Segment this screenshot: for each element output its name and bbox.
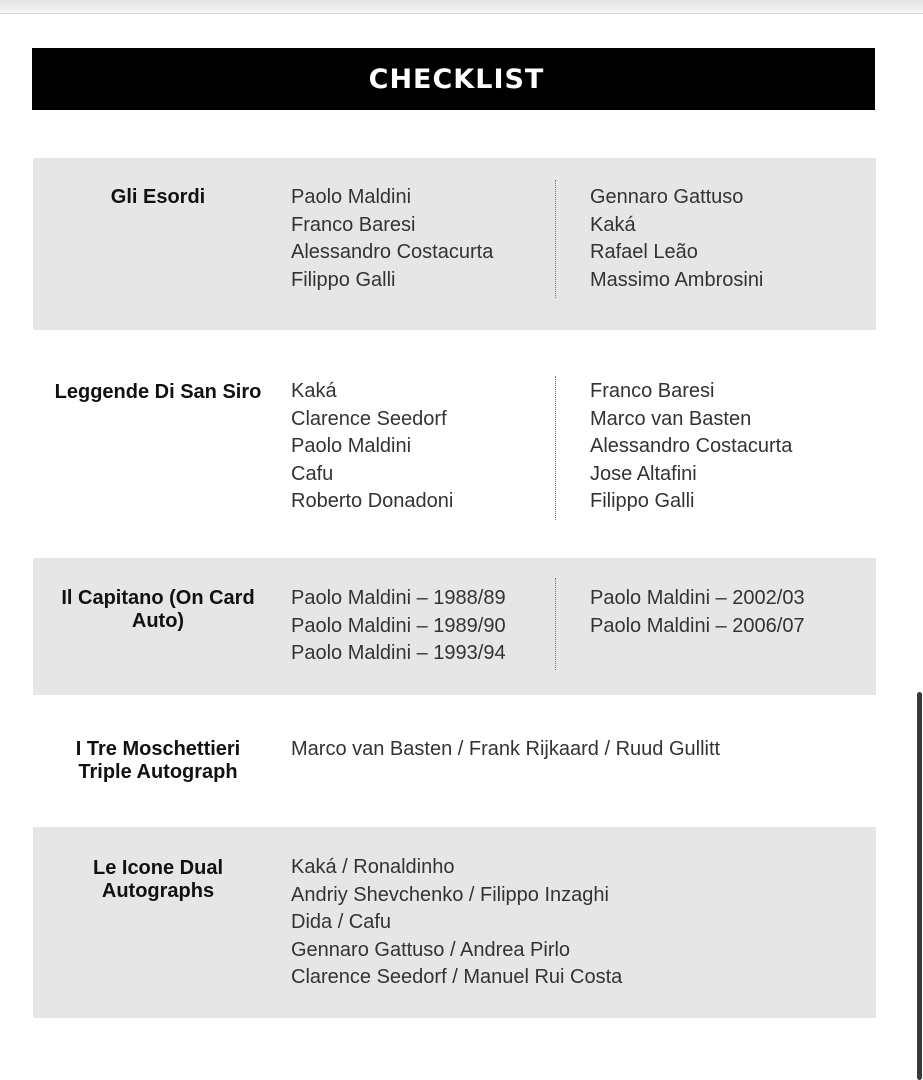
list-item: Paolo Maldini	[291, 186, 412, 208]
top-bar	[0, 0, 923, 14]
section-label: Il Capitano (On Card Auto)	[61, 587, 255, 632]
list-item: Paolo Maldini – 1988/89	[291, 587, 506, 609]
list-item: Franco Baresi	[590, 380, 715, 402]
section-le-icone	[33, 827, 876, 1018]
list-item: Roberto Donadoni	[291, 490, 454, 512]
autograph-list	[291, 736, 720, 764]
section-il-capitano	[33, 558, 876, 695]
list-item: Alessandro Costacurta	[291, 241, 494, 263]
scrollbar[interactable]	[917, 692, 922, 1080]
list-item: Dida / Cafu	[291, 911, 392, 933]
list-item: Marco van Basten	[590, 407, 752, 430]
list-item: Kaká	[590, 213, 636, 236]
autograph-list-right	[590, 585, 805, 640]
player-list-right	[590, 184, 763, 294]
section-leggende-di-san-siro	[33, 364, 876, 534]
checklist-header	[32, 48, 875, 110]
list-item: Clarence Seedorf / Manuel Rui Costa	[291, 966, 623, 988]
section-label: Le Icone Dual Autographs	[92, 857, 224, 902]
autograph-list-left	[291, 585, 506, 668]
list-item: Alessandro Costacurta	[590, 435, 793, 457]
list-item: Paolo Maldini – 2006/07	[590, 614, 805, 637]
list-item: Gennaro Gattuso / Andrea Pirlo	[291, 938, 571, 961]
list-item: Andriy Shevchenko / Filippo Inzaghi	[291, 883, 609, 906]
list-item: Franco Baresi	[291, 213, 416, 236]
list-item: Clarence Seedorf	[291, 407, 447, 430]
list-item: Marco van Basten / Frank Rijkaard / Ruud Gullitt	[291, 738, 721, 760]
section-label: Gli Esordi	[110, 186, 206, 208]
page-title: CHECKLIST	[368, 63, 545, 95]
column-divider	[555, 578, 556, 670]
list-item: Paolo Maldini	[291, 435, 412, 457]
list-item: Cafu	[291, 462, 334, 485]
list-item: Filippo Galli	[291, 268, 396, 291]
section-gli-esordi	[33, 158, 876, 330]
list-item: Gennaro Gattuso	[590, 186, 744, 208]
section-label: Leggende Di San Siro	[54, 381, 262, 403]
player-list-right	[590, 378, 792, 516]
list-item: Massimo Ambrosini	[590, 268, 764, 291]
list-item: Rafael Leão	[590, 241, 698, 263]
player-list-left	[291, 378, 453, 516]
list-item: Paolo Maldini – 2002/03	[590, 587, 805, 609]
column-divider	[555, 376, 556, 520]
list-item: Paolo Maldini – 1993/94	[291, 642, 506, 664]
section-label: I Tre Moschettieri Triple Autograph	[75, 738, 241, 783]
list-item: Kaká	[291, 380, 337, 402]
list-item: Jose Altafini	[590, 462, 697, 485]
column-divider	[555, 180, 556, 298]
list-item: Kaká / Ronaldinho	[291, 856, 455, 878]
section-i-tre-moschettieri	[33, 725, 876, 800]
list-item: Filippo Galli	[590, 490, 695, 512]
autograph-list	[291, 854, 622, 992]
player-list-left	[291, 184, 493, 294]
list-item: Paolo Maldini – 1989/90	[291, 614, 506, 637]
